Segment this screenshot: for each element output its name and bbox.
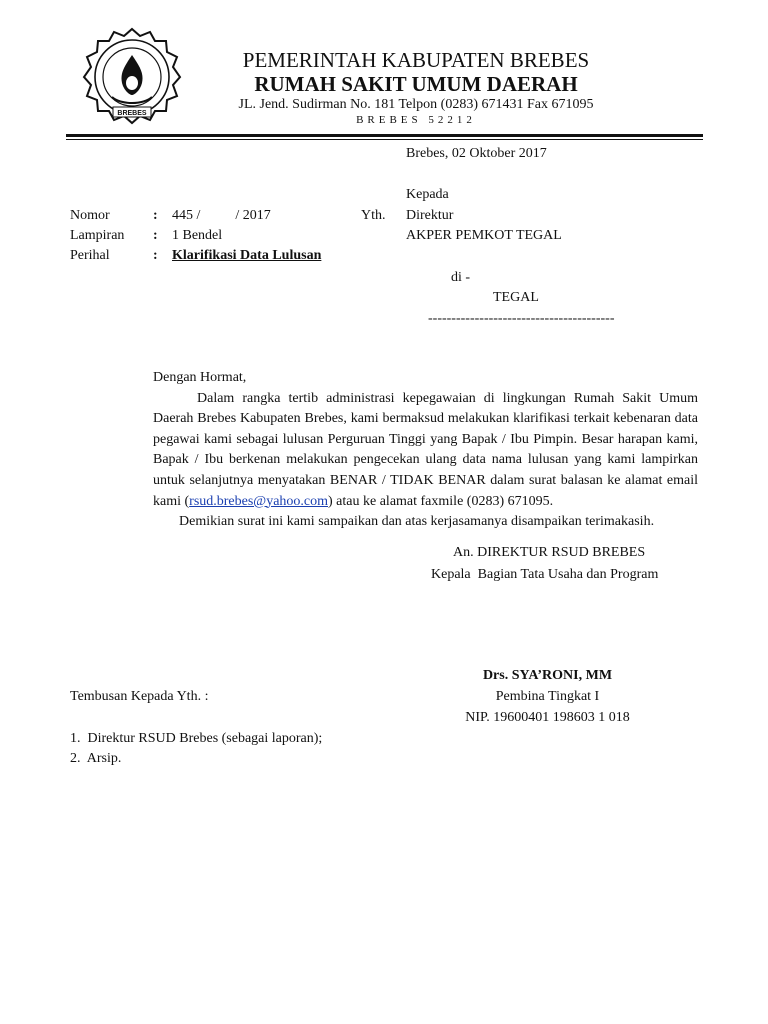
letterhead-address: JL. Jend. Sudirman No. 181 Telpon (0283) 671431 Fax 671095 (238, 97, 594, 112)
email-link[interactable]: rsud.brebes@yahoo.com (189, 493, 329, 509)
lampiran-value: 1 Bendel (172, 228, 223, 243)
signature-name: Drs. SYA’RONI, MM (482, 668, 613, 683)
cc-title: Tembusan Kepada Yth. : (70, 689, 209, 704)
signature-position: Kepala Bagian Tata Usaha dan Program (431, 567, 659, 582)
letterhead-rule-thin (66, 139, 703, 140)
recipient-institution: AKPER PEMKOT TEGAL (406, 228, 562, 243)
closing-paragraph: Demikian surat ini kami sampaikan dan atas kerjasamanya disampaikan terimakasih. (179, 514, 655, 530)
recipient-title: Direktur (406, 208, 454, 223)
seal-ribbon-text: BREBES (117, 110, 147, 117)
body-text-before-email: Dalam rangka tertib administrasi kepegawaian di lingkungan Rumah Sakit Umum Daerah Brebes Kabupaten Brebes, kami bermaksud melakukan klarifikasi terkait kebenaran data pegawai kami sebagai lulusan Perguruan Tinggi yang Bapak / Ibu Pimpin. Besar harapan kami, Bapak / Ibu berkenan melakukan pengecekan ulang data nama lulusan yang kami lampirkan untuk selanjutnya menyatakan BENAR / TIDAK BENAR dalam surat balasan ke alamat email kami ( (153, 390, 698, 509)
signature-on-behalf: An. DIREKTUR RSUD BREBES (453, 545, 646, 560)
nomor-colon: : (153, 208, 158, 223)
cc-item: 1. Direktur RSUD Brebes (sebagai laporan); (70, 731, 323, 746)
recipient-kepada: Kepada (406, 187, 449, 202)
cc-item: 2. Arsip. (70, 751, 122, 766)
recipient-place: TEGAL (493, 290, 539, 305)
nomor-label: Nomor (70, 208, 110, 223)
letter-date: Brebes, 02 Oktober 2017 (406, 146, 547, 161)
perihal-label: Perihal (70, 248, 110, 263)
letterhead-government: PEMERINTAH KABUPATEN BREBES (242, 48, 590, 72)
lampiran-label: Lampiran (70, 228, 125, 243)
signature-rank: Pembina Tingkat I (495, 689, 600, 704)
letter-body (153, 368, 698, 533)
body-paragraph (153, 389, 698, 513)
nomor-value: 445 / / 2017 (172, 208, 271, 223)
perihal-value: Klarifikasi Data Lulusan (172, 248, 322, 263)
body-text-after-email: ) atau ke alamat faxmile (0283) 671095. (328, 493, 554, 509)
perihal-colon: : (153, 248, 158, 263)
letterhead-city: BREBES 52212 (356, 114, 476, 126)
letterhead-rule-thick (66, 134, 703, 137)
recipient-di: di - (451, 270, 471, 285)
lampiran-colon: : (153, 228, 158, 243)
letterhead-hospital: RUMAH SAKIT UMUM DAERAH (254, 72, 578, 96)
salutation: Dengan Hormat, (153, 370, 247, 385)
recipient-dashes: ---------------------------------------- (428, 311, 615, 326)
recipient-yth: Yth. (361, 208, 386, 223)
signature-nip: NIP. 19600401 198603 1 018 (465, 710, 630, 725)
